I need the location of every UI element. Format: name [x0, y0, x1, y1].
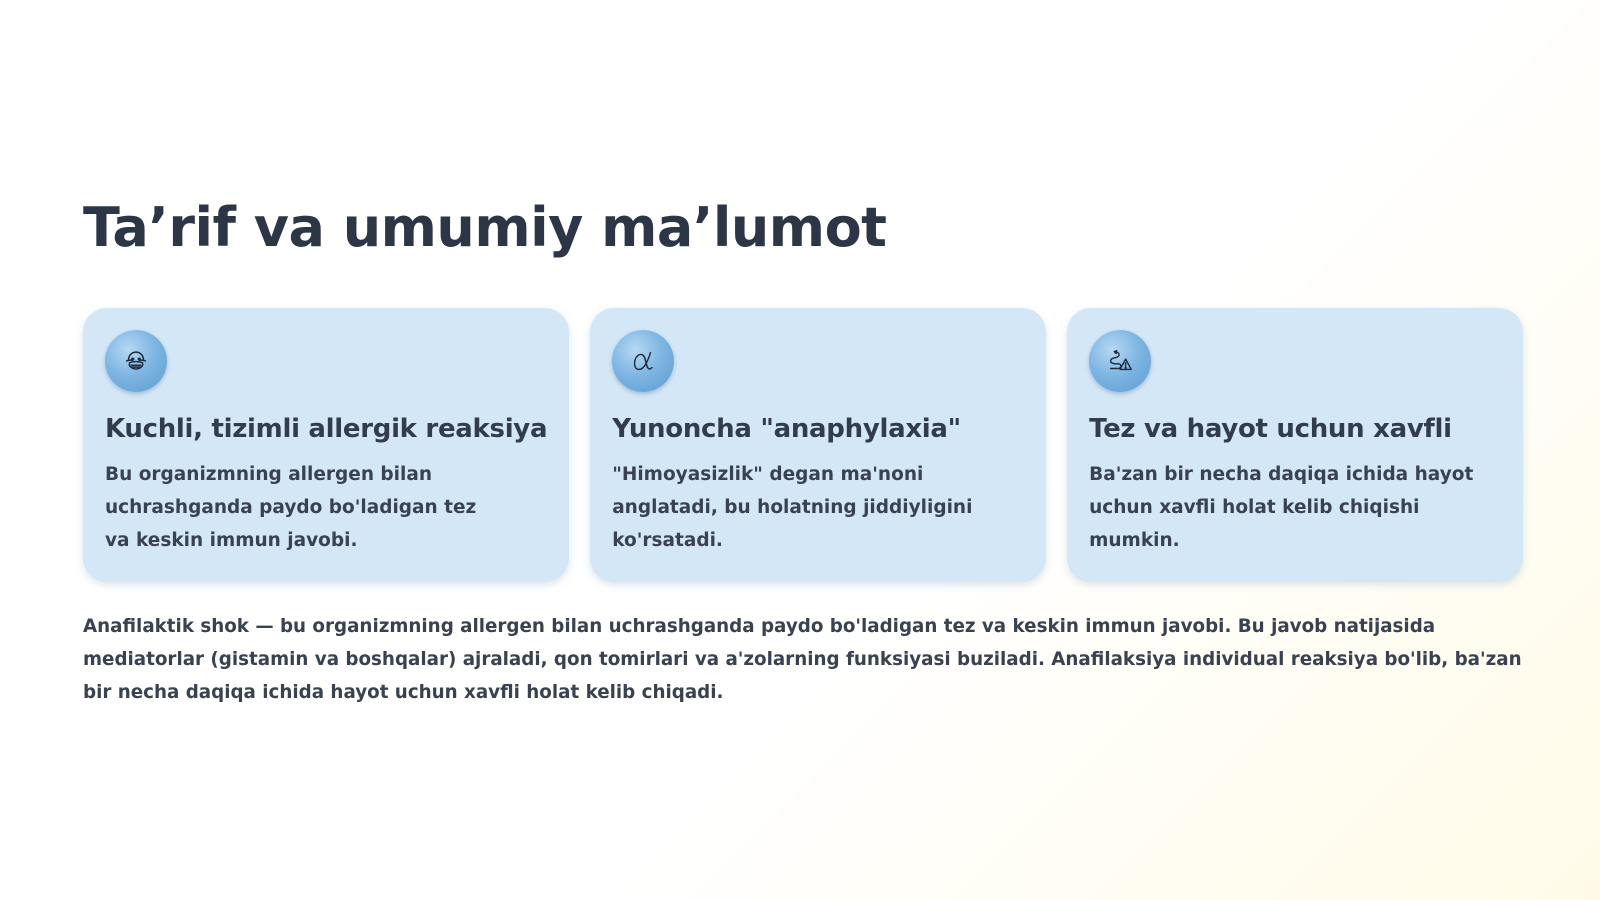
card-greek-origin [590, 308, 1046, 582]
face-mask-icon [121, 346, 151, 376]
snake-warning-icon [1105, 346, 1135, 376]
alpha-icon [628, 346, 658, 376]
card-icon-badge [612, 330, 674, 392]
body-paragraph: Anafilaktik shok — bu organizmning allergen bilan uchrashganda paydo bo'ladigan tez va keskin immun javobi. Bu javob natijasida mediatorlar (gistamin va boshqalar) ajraladi, qon tomirlari va a'zolarning funksiyasi buziladi. Anafilaksiya individual reaksiya bo'lib, ba'zan bir necha daqiqa ichida hayot uchun xavfli holat kelib chiqadi. [83, 616, 1522, 703]
page-title: Ta’rif va umumiy ma’lumot [83, 196, 887, 259]
card-systemic-reaction [83, 308, 569, 582]
card-icon-badge [105, 330, 167, 392]
card-text: Bu organizmning allergen bilan uchrashganda paydo bo'ladigan tez va keskin immun javobi. [105, 464, 477, 551]
card-text: "Himoyasizlik" degan ma'noni anglatadi, bu holatning jiddiyligini ko'rsatadi. [612, 464, 973, 551]
card-icon-badge [1089, 330, 1151, 392]
card-life-threatening [1067, 308, 1523, 582]
card-title: Tez va hayot uchun xavfli [1089, 414, 1452, 444]
card-title: Yunoncha "anaphylaxia" [612, 414, 961, 444]
card-text: Ba'zan bir necha daqiqa ichida hayot uchun xavfli holat kelib chiqishi mumkin. [1089, 464, 1474, 551]
card-title: Kuchli, tizimli allergik reaksiya [105, 414, 548, 444]
cards-row [83, 308, 1523, 582]
